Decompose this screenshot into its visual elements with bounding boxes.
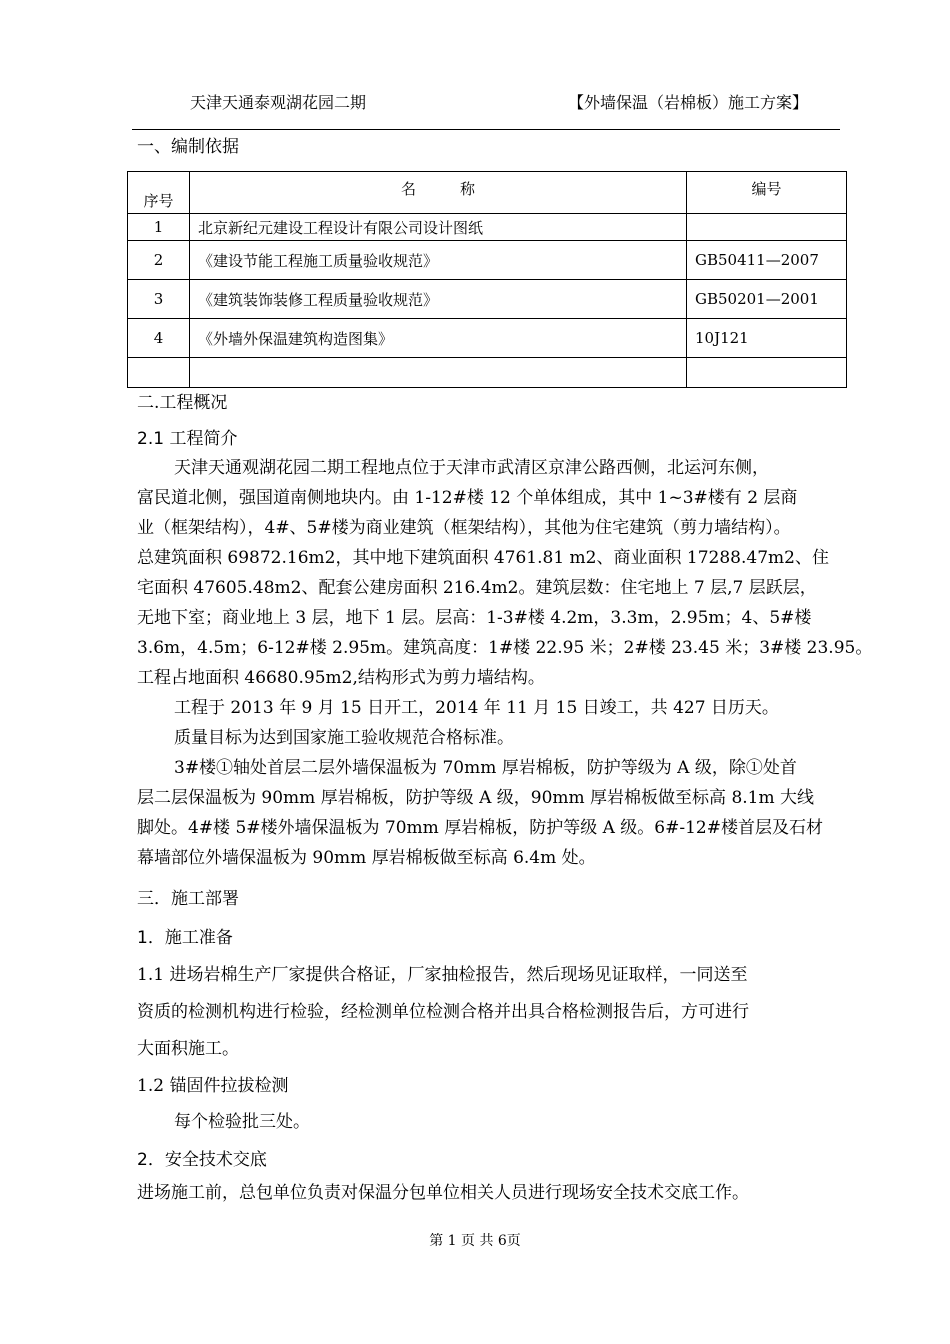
header-no: 序号 <box>128 172 190 214</box>
header-project-name: 天津天通泰观湖花园二期 <box>190 93 367 112</box>
insulation-line: 3#楼①轴处首层二层外墙保温板为 70mm 厚岩棉板，防护等级为 A 级，除①处首 <box>174 758 797 778</box>
page-number: 第 1 页 共 6页 <box>429 1233 521 1249</box>
row-name: 《建筑装饰装修工程质量验收规范》 <box>190 280 687 319</box>
item-1-2-heading: 1.2 锚固件拉拔检测 <box>137 1076 289 1096</box>
table-row <box>128 241 847 280</box>
section2-heading: 二.工程概况 <box>137 393 228 413</box>
header-document-title: 【外墙保温（岩棉板）施工方案】 <box>568 93 809 112</box>
project-intro-paragraph <box>137 453 873 873</box>
row-code: GB50201—2001 <box>687 280 847 319</box>
safety-heading: 2．安全技术交底 <box>137 1150 267 1170</box>
basis-table-header <box>128 172 847 214</box>
table-row <box>128 319 847 358</box>
item-1-1-line: 资质的检测机构进行检验，经检测单位检测合格并出具合格检测报告后，方可进行 <box>137 1002 749 1022</box>
row-no: 2 <box>128 241 190 280</box>
insulation-line: 脚处。4#楼 5#楼外墙保温板为 70mm 厚岩棉板，防护等级 A 级。6#-12#楼首层及石材 <box>137 818 823 838</box>
row-no: 3 <box>128 280 190 319</box>
insulation-line: 层二层保温板为 90mm 厚岩棉板，防护等级 A 级，90mm 厚岩棉板做至标高 8.1m 大线 <box>137 788 815 808</box>
item-1-1-paragraph <box>137 957 841 1068</box>
row-code <box>687 214 847 241</box>
item-1-1-line: 大面积施工。 <box>137 1039 239 1059</box>
header-name-char-1: 名 <box>400 180 416 198</box>
header-name <box>190 172 687 214</box>
header-code: 编号 <box>687 172 847 214</box>
table-row <box>128 280 847 319</box>
row-no: 4 <box>128 319 190 358</box>
quality-line: 质量目标为达到国家施工验收规范合格标准。 <box>174 728 514 748</box>
intro-line: 3.6m，4.5m；6-12#楼 2.95m。建筑高度：1#楼 22.95 米；2#楼 23.45 米；3#楼 23.95。 <box>137 638 873 658</box>
row-name: 《外墙外保温建筑构造图集》 <box>190 319 687 358</box>
construction-prep-heading: 1．施工准备 <box>137 928 233 948</box>
schedule-line: 工程于 2013 年 9 月 15 日开工，2014 年 11 月 15 日竣工，共 427 日历天。 <box>174 698 779 718</box>
intro-line: 宅面积 47605.48m2、配套公建房面积 216.4m2。建筑层数：住宅地上 7 层,7 层跃层， <box>137 578 817 598</box>
section2-subheading: 2.1 工程简介 <box>137 429 238 449</box>
header-name-char-2: 称 <box>460 180 476 198</box>
section3-heading: 三．施工部署 <box>137 889 239 909</box>
intro-line: 工程占地面积 46680.95m2,结构形式为剪力墙结构。 <box>137 668 545 688</box>
row-code: GB50411—2007 <box>687 241 847 280</box>
intro-line: 无地下室；商业地上 3 层，地下 1 层。层高：1-3#楼 4.2m，3.3m，2.95m；4、5#楼 <box>137 608 812 628</box>
table-row <box>128 358 847 388</box>
safety-text: 进场施工前，总包单位负责对保温分包单位相关人员进行现场安全技术交底工作。 <box>137 1183 749 1203</box>
intro-line: 富民道北侧，强国道南侧地块内。由 1-12#楼 12 个单体组成，其中 1~3#楼有 2 层商 <box>137 488 798 508</box>
row-no <box>128 358 190 388</box>
intro-line: 天津天通观湖花园二期工程地点位于天津市武清区京津公路西侧，北运河东侧， <box>174 458 769 478</box>
row-name: 《建设节能工程施工质量验收规范》 <box>190 241 687 280</box>
item-1-1-line: 1.1 进场岩棉生产厂家提供合格证，厂家抽检报告，然后现场见证取样，一同送至 <box>137 965 748 985</box>
header-rule <box>132 129 840 130</box>
section1-heading: 一、编制依据 <box>137 137 239 157</box>
basis-table <box>127 171 847 388</box>
row-name <box>190 358 687 388</box>
table-row <box>128 214 847 241</box>
row-code: 10J121 <box>687 319 847 358</box>
row-code <box>687 358 847 388</box>
intro-line: 业（框架结构），4#、5#楼为商业建筑（框架结构），其他为住宅建筑（剪力墙结构）。 <box>137 518 791 538</box>
row-name: 北京新纪元建设工程设计有限公司设计图纸 <box>190 214 687 241</box>
row-no: 1 <box>128 214 190 241</box>
intro-line: 总建筑面积 69872.16m2，其中地下建筑面积 4761.81 m2、商业面积 17288.47m2、住 <box>137 548 829 568</box>
insulation-line: 幕墙部位外墙保温板为 90mm 厚岩棉板做至标高 6.4m 处。 <box>137 848 596 868</box>
item-1-2-text: 每个检验批三处。 <box>174 1112 310 1132</box>
